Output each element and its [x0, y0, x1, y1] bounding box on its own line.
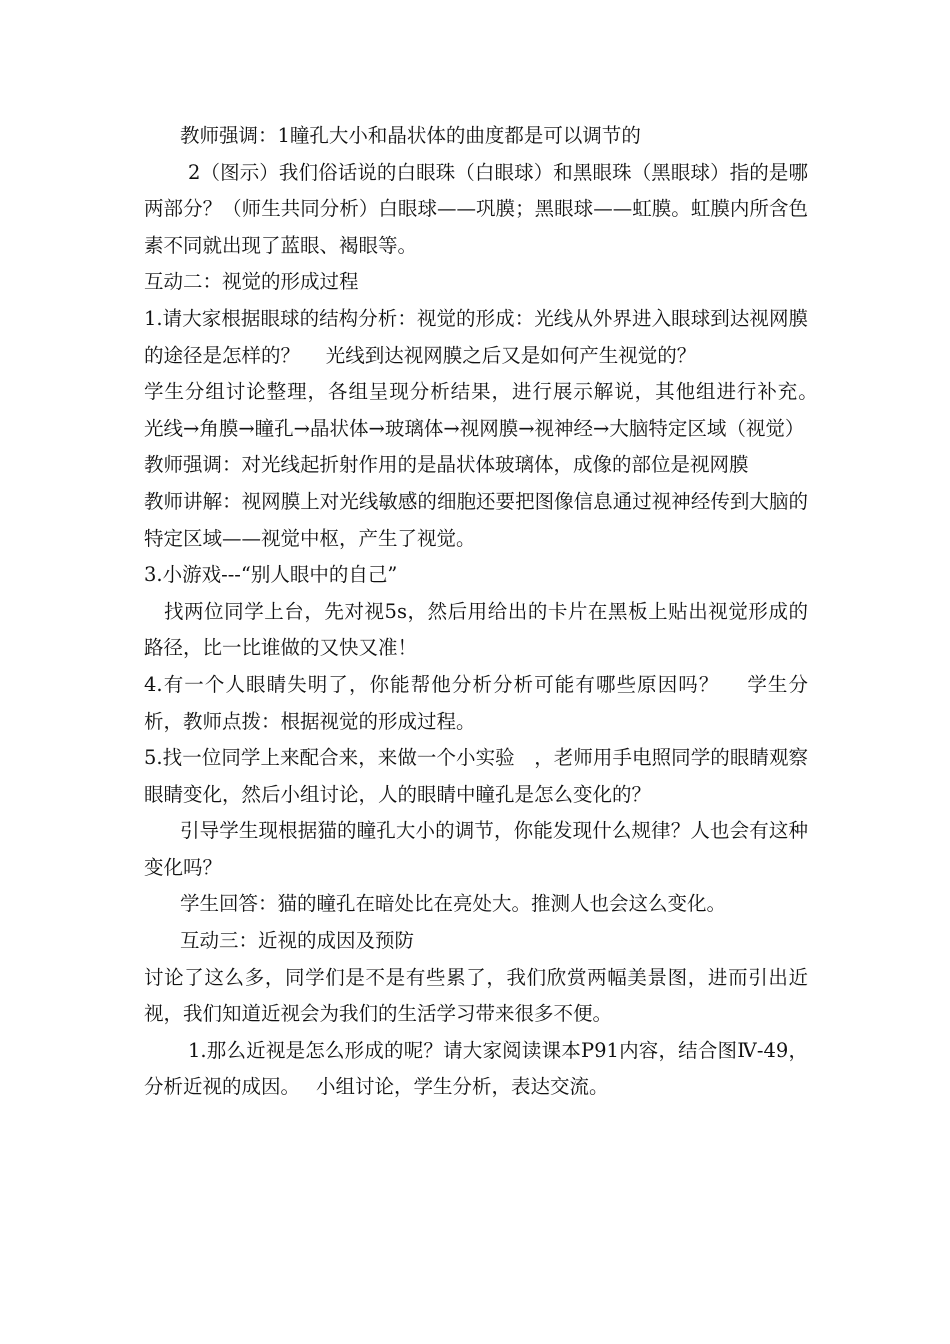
document-body — [144, 118, 828, 1106]
paragraph-teacher-explain: 教师讲解：视网膜上对光线敏感的细胞还要把图像信息通过视神经传到大脑的特定区域——视觉中枢，产生了视觉。 — [144, 489, 808, 550]
paragraph-group-discussion: 学生分组讨论整理，各组呈现分析结果，进行展示解说，其他组进行补充。 光线→角膜→瞳孔→晶状体→玻璃体→视网膜→视神经→大脑特定区域（视觉） — [144, 380, 828, 440]
paragraph-myopia-cause: 1.那么近视是怎么形成的呢？请大家阅读课本P91内容，结合图Ⅳ-49，分析近视的成因。 小组讨论，学生分析，表达交流。 — [144, 1038, 808, 1099]
paragraph-discussion-myopia: 讨论了这么多，同学们是不是有些累了，我们欣赏两幅美景图，进而引出近视，我们知道近视会为我们的生活学习带来很多不便。 — [144, 965, 808, 1026]
paragraph-mini-game: 3.小游戏---“别人眼中的自己” — [144, 563, 398, 587]
paragraph-game-instructions: 找两位同学上台，先对视5s，然后用给出的卡片在黑板上贴出视觉形成的路径，比一比谁做的又快又准！ — [144, 599, 808, 660]
heading-interaction-two: 互动二：视觉的形成过程 — [144, 270, 359, 294]
heading-interaction-three: 互动三：近视的成因及预防 — [180, 929, 415, 953]
paragraph-teacher-emphasis-2: 教师强调：对光线起折射作用的是晶状体玻璃体，成像的部位是视网膜 — [144, 453, 749, 477]
paragraph-experiment-5: 5.找一位同学上来配合来，来做一个小实验 ，老师用手电照同学的眼睛观察眼睛变化，然后小组讨论，人的眼睛中瞳孔是怎么变化的？ — [144, 746, 808, 806]
paragraph-question-4: 4.有一个人眼睛失明了，你能帮他分析分析可能有哪些原因吗？ 学生分析，教师点拨：根据视觉的形成过程。 — [144, 672, 808, 733]
paragraph-question-1: 1.请大家根据眼球的结构分析：视觉的形成：光线从外界进入眼球到达视网膜的途径是怎样的？ 光线到达视网膜之后又是如何产生视觉的？ — [144, 306, 808, 367]
paragraph-cat-pupil: 引导学生现根据猫的瞳孔大小的调节，你能发现什么规律？人也会有这种变化吗？ — [144, 819, 808, 879]
paragraph-eye-white-black: 2（图示）我们俗话说的白眼珠（白眼球）和黑眼珠（黑眼球）指的是哪两部分？（师生共同分析）白眼球——巩膜；黑眼球——虹膜。虹膜内所含色素不同就出现了蓝眼、褐眼等。 — [144, 160, 808, 257]
paragraph-teacher-emphasis-1: 教师强调：1瞳孔大小和晶状体的曲度都是可以调节的 — [180, 124, 641, 147]
paragraph-student-answer: 学生回答：猫的瞳孔在暗处比在亮处大。推测人也会这么变化。 — [180, 892, 727, 916]
